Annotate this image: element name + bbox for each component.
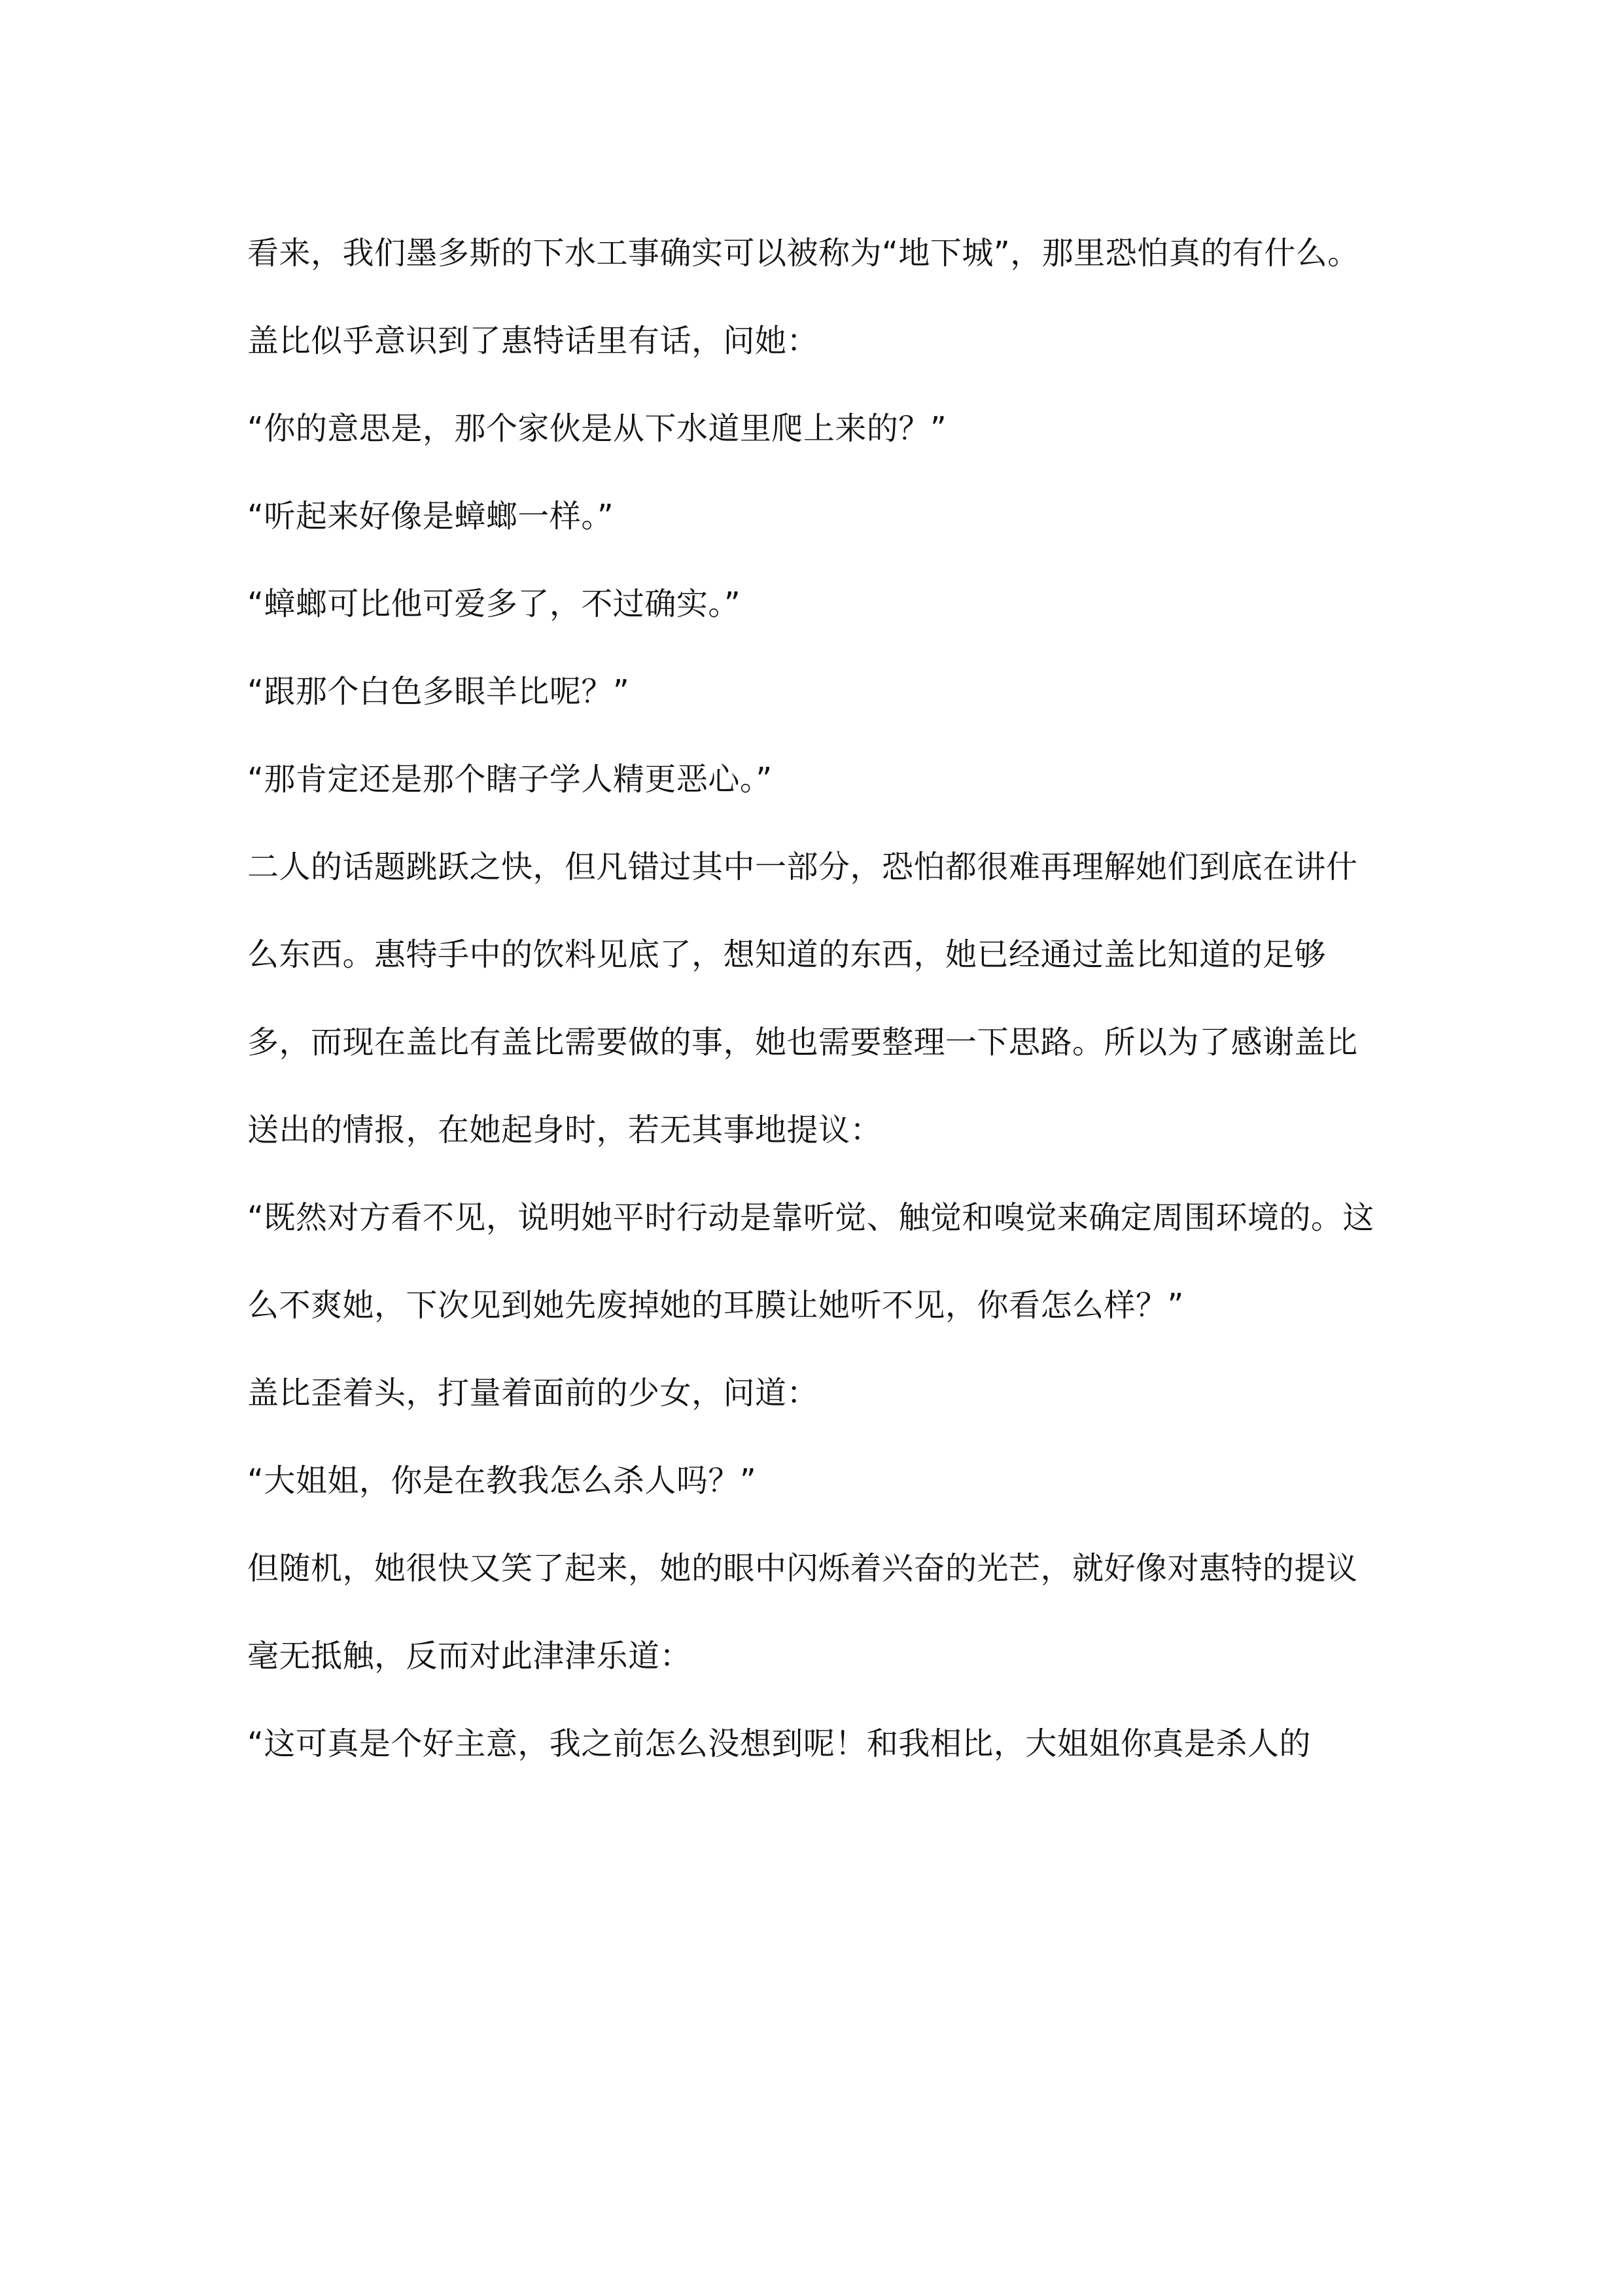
body-text (247, 209, 1379, 1788)
paragraph: “听起来好像是蟑螂一样。” (247, 498, 614, 535)
paragraph: “你的意思是，那个家伙是从下水道里爬上来的？” (247, 410, 947, 447)
paragraph: “既然对方看不见，说明她平时行动是靠听觉、触觉和嗅觉来确定周围环境的。这么不爽她，下次见到她先废掉她的耳膜让她听不见，你看怎么样？” (247, 1199, 1374, 1324)
paragraph: 盖比似乎意识到了惠特话里有话，问她： (247, 323, 819, 359)
paragraph: “这可真是个好主意，我之前怎么没想到呢！和我相比，大姐姐你真是杀人的 (247, 1725, 1311, 1762)
paragraph: 看来，我们墨多斯的下水工事确实可以被称为“地下城”，那里恐怕真的有什么。 (247, 235, 1359, 272)
paragraph: “蟑螂可比他可爱多了，不过确实。” (247, 586, 741, 622)
paragraph: “跟那个白色多眼羊比呢？” (247, 673, 630, 710)
paragraph: “那肯定还是那个瞎子学人精更恶心。” (247, 761, 773, 798)
paragraph: 二人的话题跳跃之快，但凡错过其中一部分，恐怕都很难再理解她们到底在讲什么东西。惠特手中的饮料见底了，想知道的东西，她已经通过盖比知道的足够多，而现在盖比有盖比需要做的事，她也需要整理一下思路。所以为了感谢盖比送出的情报，在她起身时，若无其事地提议： (247, 849, 1358, 1148)
paragraph: 盖比歪着头，打量着面前的少女，问道： (247, 1375, 819, 1411)
paragraph: “大姐姐，你是在教我怎么杀人吗？” (247, 1462, 757, 1499)
paragraph: 但随机，她很快又笑了起来，她的眼中闪烁着兴奋的光芒，就好像对惠特的提议毫无抵触，反而对此津津乐道： (247, 1550, 1358, 1674)
